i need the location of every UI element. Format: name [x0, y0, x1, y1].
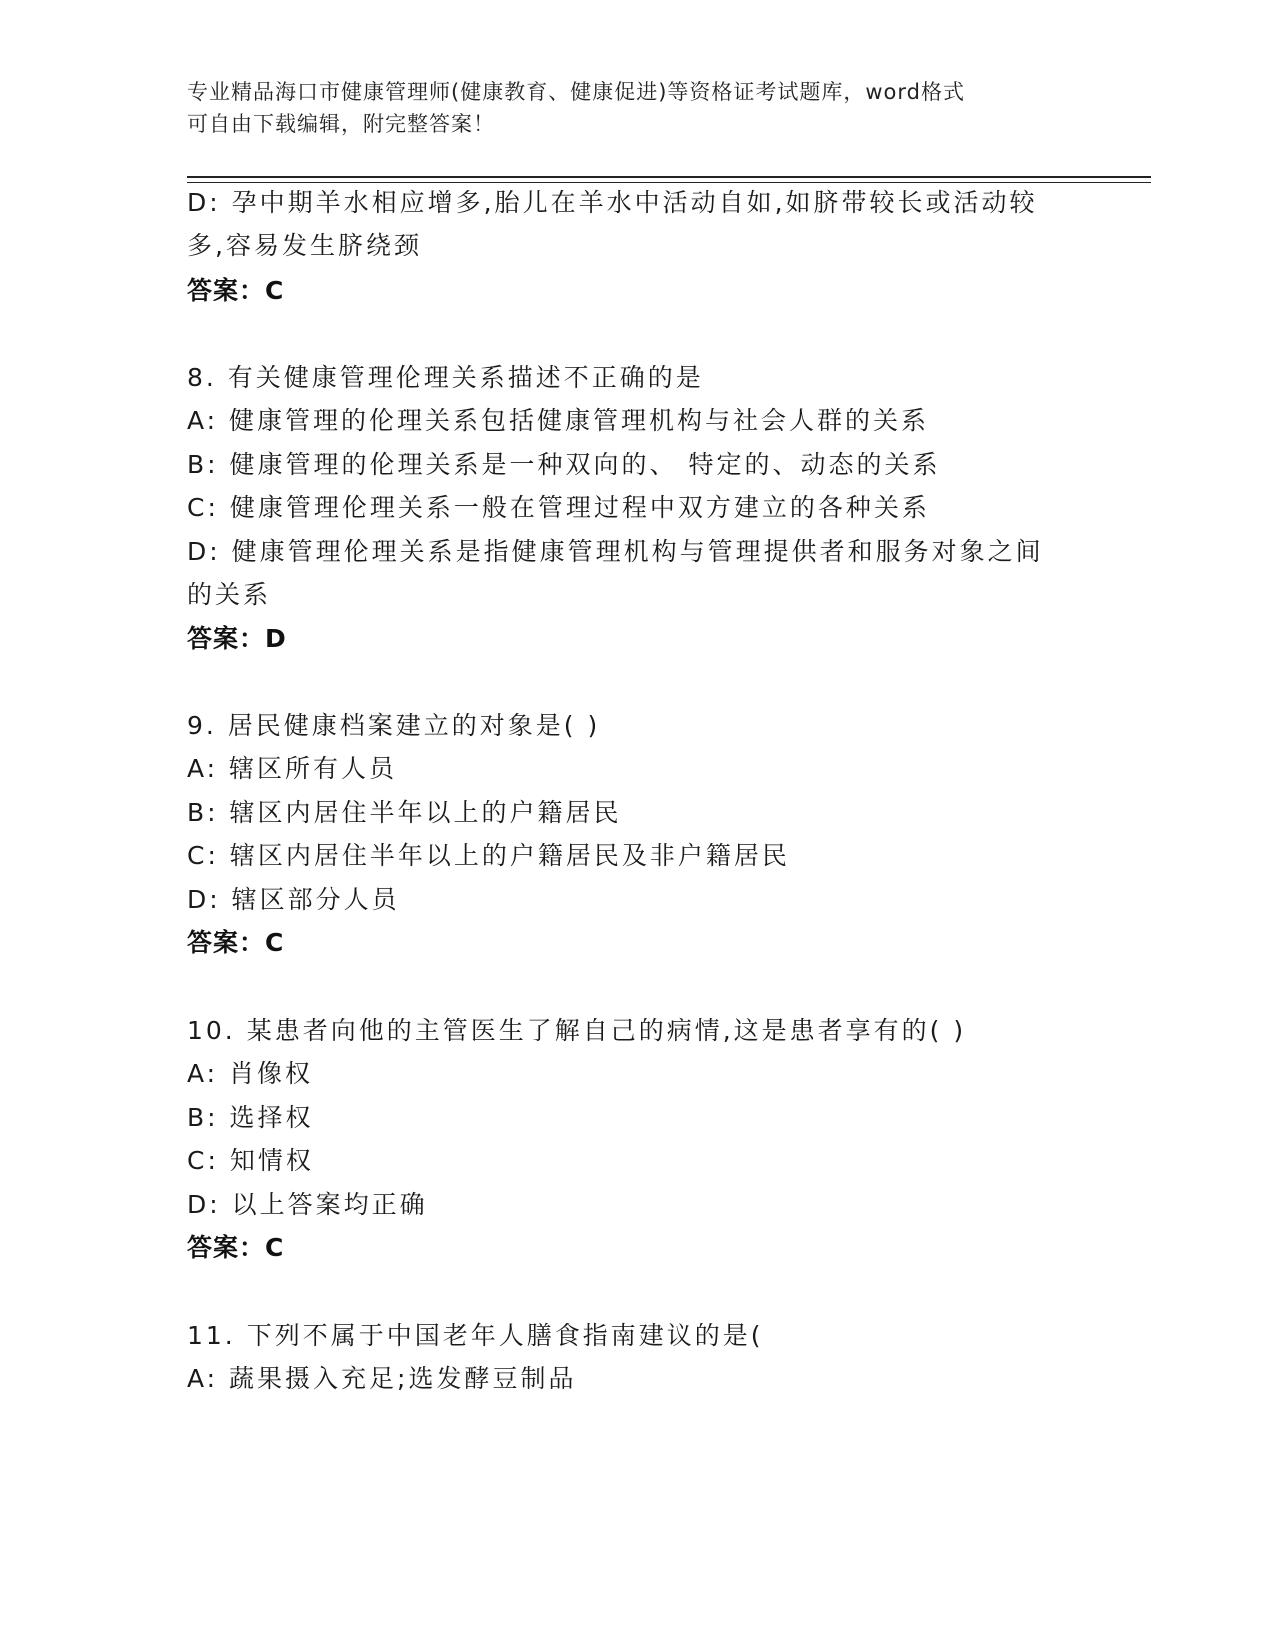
- q8-question: 8. 有关健康管理伦理关系描述不正确的是: [187, 363, 704, 392]
- header-title-line-2: 可自由下载编辑，附完整答案！: [187, 112, 495, 136]
- q11-option-a: A: 蔬果摄入充足;选发酵豆制品: [187, 1364, 577, 1393]
- q8-option-a: A: 健康管理的伦理关系包括健康管理机构与社会人群的关系: [187, 406, 930, 435]
- q10-question: 10. 某患者向他的主管医生了解自己的病情,这是患者享有的( ): [187, 1016, 967, 1045]
- q7-option-d-line-2: 多,容易发生脐绕颈: [187, 231, 422, 260]
- q10-answer: 答案：C: [187, 1233, 285, 1262]
- q8-answer: 答案：D: [187, 624, 287, 653]
- q8-option-d-line-1: D: 健康管理伦理关系是指健康管理机构与管理提供者和服务对象之间: [187, 537, 1044, 566]
- page-header: [187, 76, 1087, 140]
- q7-answer: 答案：C: [187, 276, 285, 305]
- q8-option-b: B: 健康管理的伦理关系是一种双向的、 特定的、动态的关系: [187, 450, 941, 479]
- header-rule-thick: [187, 176, 1151, 178]
- header-rule-thin: [187, 182, 1151, 183]
- q9-option-a: A: 辖区所有人员: [187, 754, 398, 783]
- q10-option-d: D: 以上答案均正确: [187, 1190, 428, 1219]
- q9-question: 9. 居民健康档案建立的对象是( ): [187, 711, 601, 740]
- q9-answer: 答案：C: [187, 928, 285, 957]
- q10-option-c: C: 知情权: [187, 1146, 314, 1175]
- q9-option-d: D: 辖区部分人员: [187, 885, 400, 914]
- q7-option-d-line-1: D: 孕中期羊水相应增多,胎儿在羊水中活动自如,如脐带较长或活动较: [187, 188, 1038, 217]
- q8-option-d-line-2: 的关系: [187, 580, 272, 609]
- q10-option-b: B: 选择权: [187, 1103, 314, 1132]
- q8-option-c: C: 健康管理伦理关系一般在管理过程中双方建立的各种关系: [187, 493, 930, 522]
- q11-question: 11. 下列不属于中国老年人膳食指南建议的是(: [187, 1321, 764, 1350]
- q10-option-a: A: 肖像权: [187, 1059, 314, 1088]
- q9-option-c: C: 辖区内居住半年以上的户籍居民及非户籍居民: [187, 841, 790, 870]
- header-title-line-1: 专业精品海口市健康管理师(健康教育、健康促进)等资格证考试题库，word格式: [187, 80, 966, 104]
- q9-option-b: B: 辖区内居住半年以上的户籍居民: [187, 798, 622, 827]
